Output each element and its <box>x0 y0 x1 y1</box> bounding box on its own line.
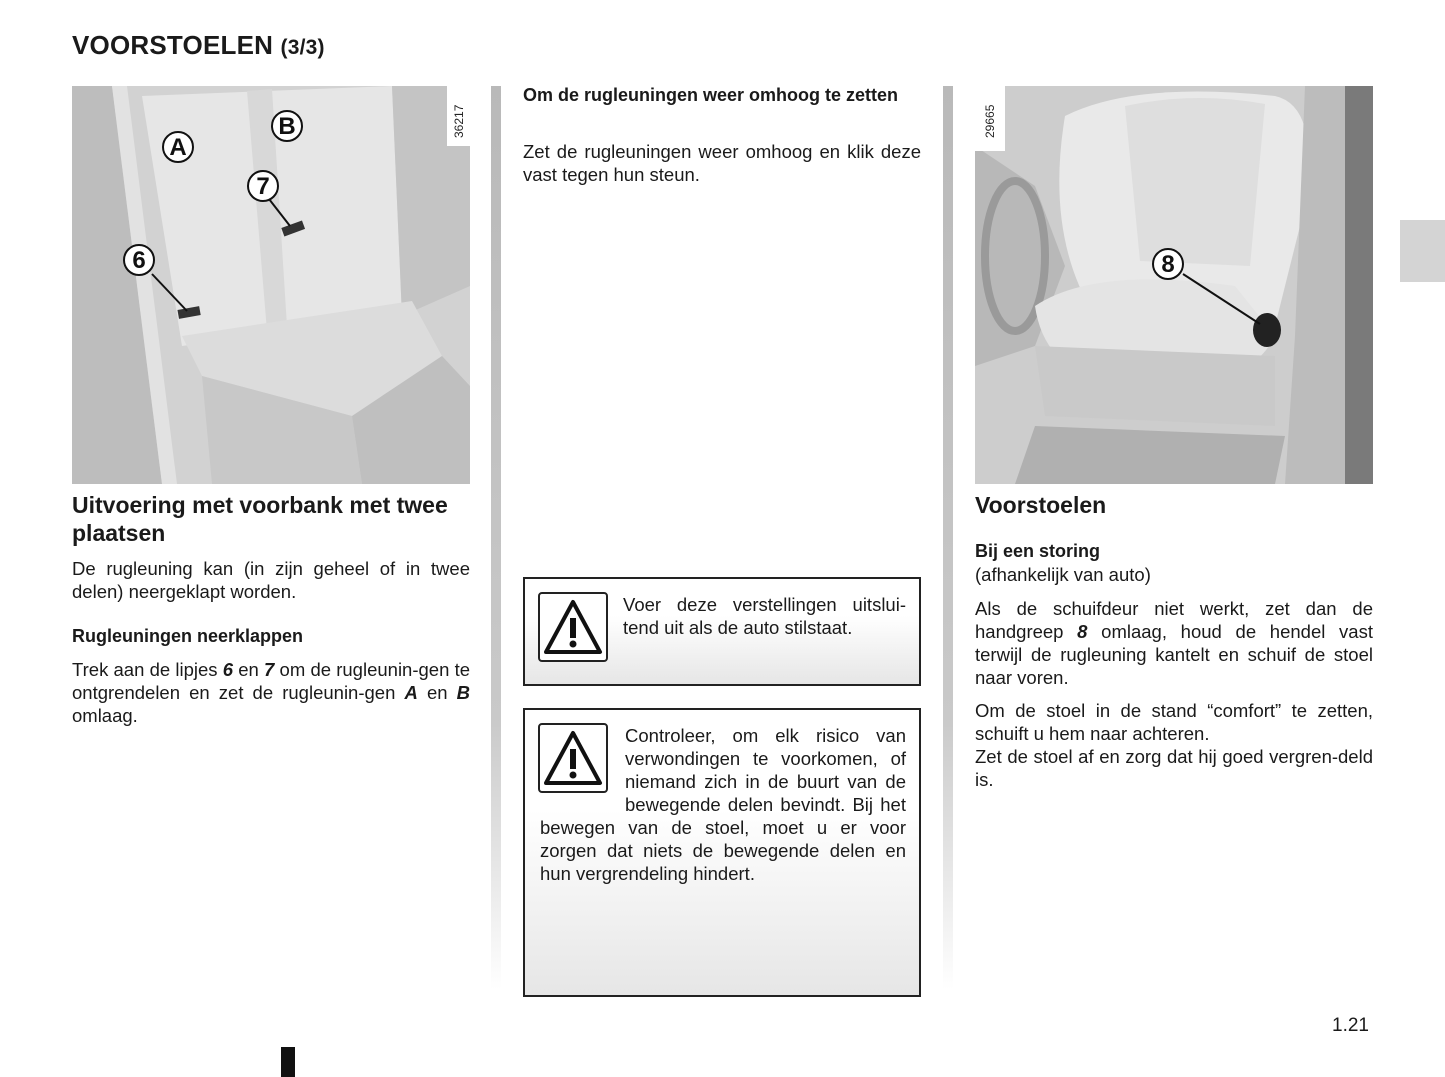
warning-triangle-icon <box>540 594 606 660</box>
ref-7: 7 <box>264 659 275 680</box>
page-title-text: VOORSTOELEN <box>72 30 274 60</box>
svg-text:B: B <box>278 113 296 140</box>
page-number: 1.21 <box>1332 1015 1369 1036</box>
middle-paragraph: Zet de rugleuningen weer omhoog en klik deze vast tegen hun steun. <box>523 141 921 185</box>
front-seat-drawing <box>975 86 1373 484</box>
right-subnote: (afhankelijk van auto) <box>975 564 1151 585</box>
page-title-part: (3/3) <box>280 36 325 59</box>
column-divider-right <box>943 86 953 990</box>
warning-box-1 <box>523 577 921 686</box>
right-paragraph-1: Als de schuifdeur niet werkt, zet dan de handgreep 8 omlaag, houd de hendel vast terwijl de rugleuning kantelt en schuif de stoel naar voren. <box>975 598 1373 688</box>
left-intro: De rugleuning kan (in zijn geheel of in twee delen) neergeklapt worden. <box>72 558 470 602</box>
svg-text:8: 8 <box>1161 251 1175 278</box>
left-paragraph: Trek aan de lipjes 6 en 7 om de rugleunin-gen te ontgrendelen en zet de rugleunin-gen A en B omlaag. <box>72 659 471 726</box>
callout-7 <box>248 171 278 201</box>
bottom-mark <box>281 1047 295 1077</box>
ref-a: A <box>404 682 418 703</box>
left-image-code: 36217 <box>452 104 466 138</box>
bench-seat-drawing <box>72 86 470 484</box>
bench-seat-illustration <box>72 86 470 484</box>
left-subheading: Rugleuningen neerklappen <box>72 626 304 646</box>
ref-8: 8 <box>1077 621 1088 642</box>
front-seat-illustration <box>975 86 1373 484</box>
middle-subheading: Om de rugleuningen weer omhoog te zetten <box>523 85 899 105</box>
callout-6 <box>124 245 154 275</box>
warning-text-2: Controleer, om elk risico van verwondingen te voorkomen, of niemand zich in de buurt van de bewegende delen bevindt. Bij het bewegen van de stoel, moet u er voor zorgen dat niets de bewegende delen en hun vergrendeling hindert. <box>540 725 906 884</box>
right-paragraph-2: Om de stoel in de stand “comfort” te zetten, schuift u hem naar achteren. <box>975 700 1373 744</box>
right-image-code: 29665 <box>983 104 997 138</box>
left-heading: Uitvoering met voorbank met twee plaatsen <box>72 492 448 546</box>
right-heading: Voorstoelen <box>975 492 1107 518</box>
ref-6: 6 <box>222 659 234 680</box>
callout-8 <box>1153 249 1183 279</box>
warning-box-2 <box>523 708 921 997</box>
page-title <box>72 30 325 61</box>
right-subheading: Bij een storing <box>975 541 1101 561</box>
svg-text:6: 6 <box>132 247 146 274</box>
callout-b <box>272 111 302 141</box>
chapter-tab <box>1400 220 1445 282</box>
warning-text-1: Voer deze verstellingen uitslui-tend uit als de auto stilstaat. <box>623 594 906 638</box>
svg-text:7: 7 <box>256 173 270 200</box>
svg-text:A: A <box>169 134 187 161</box>
ref-b: B <box>456 682 471 703</box>
column-divider-left <box>491 86 501 990</box>
right-paragraph-3: Zet de stoel af en zorg dat hij goed vergren-deld is. <box>975 746 1373 790</box>
callout-a <box>163 132 193 162</box>
warning-icon-frame-1 <box>538 592 608 662</box>
